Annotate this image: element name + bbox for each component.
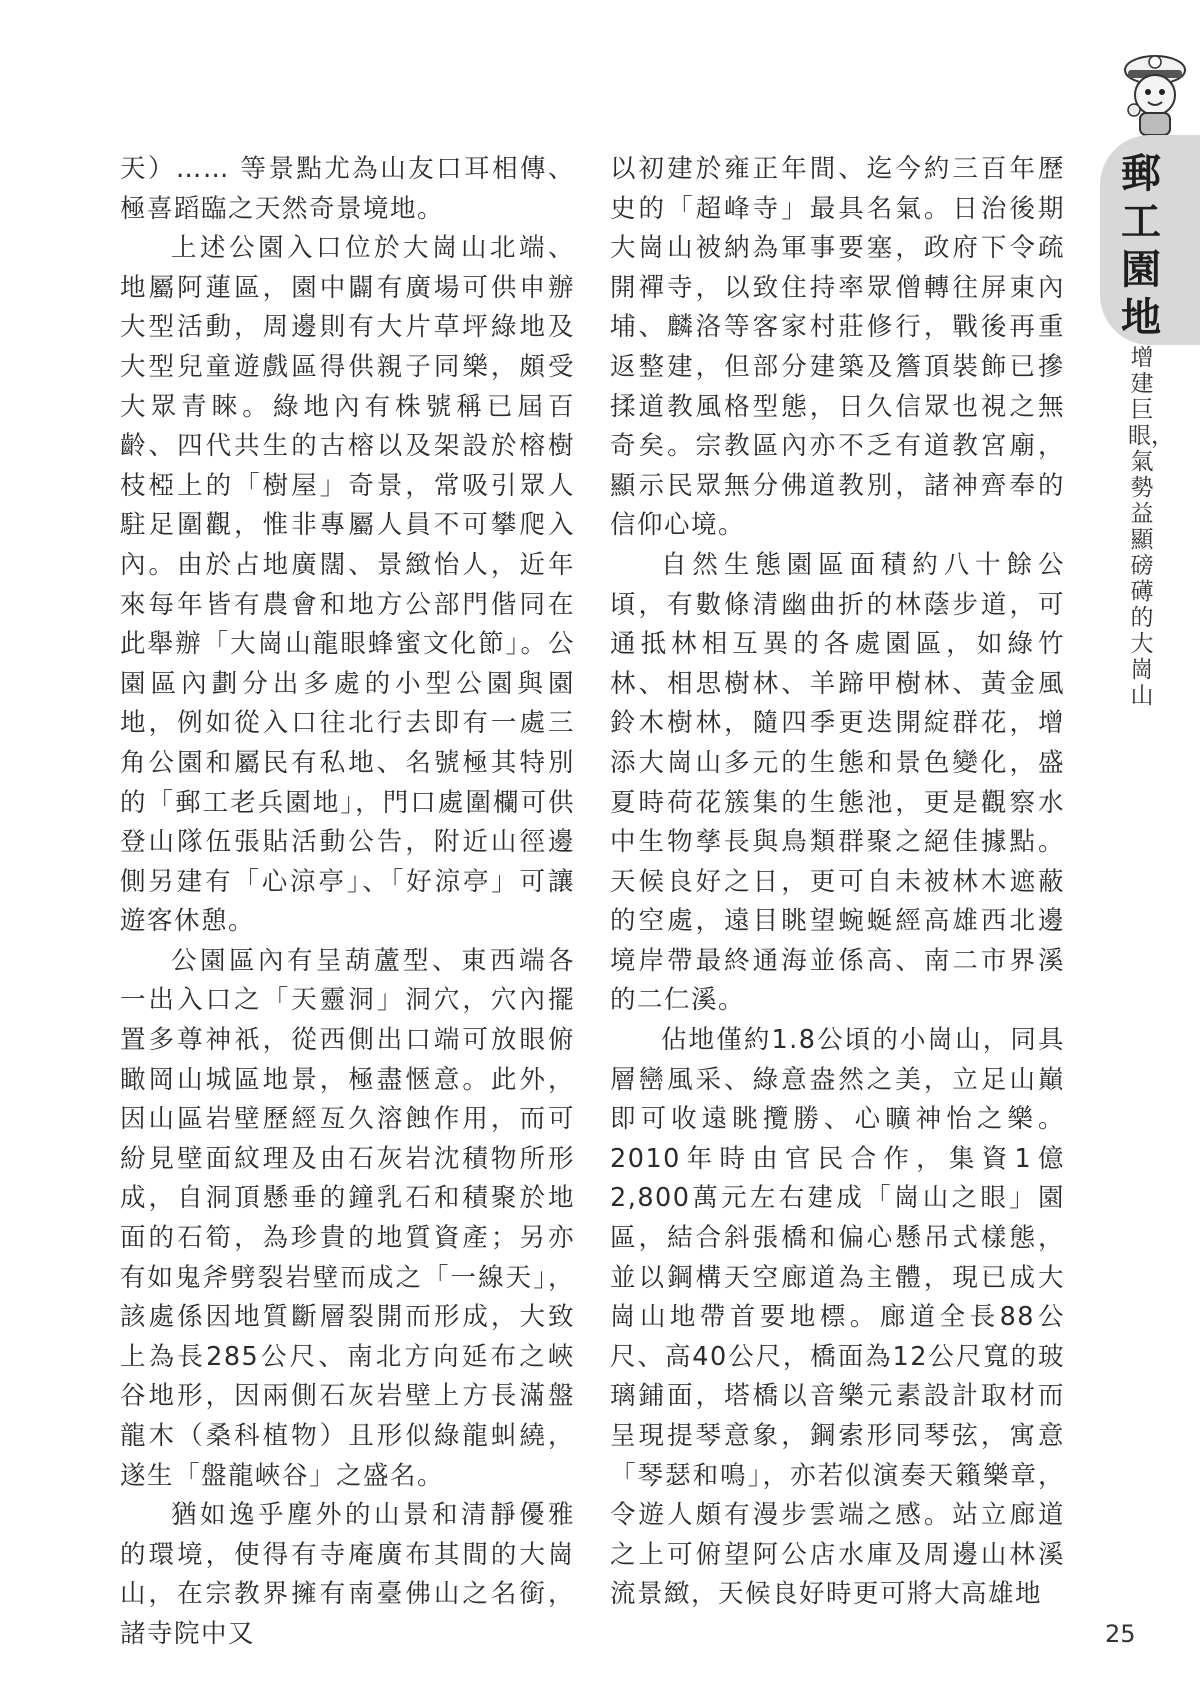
left-text-column bbox=[120, 150, 575, 1655]
paragraph: 猶如逸乎塵外的山景和清靜優雅的環境，使得有寺庵廣布其間的大崗山，在宗教界擁有南臺佛山之名銜，諸寺院中又 bbox=[120, 1500, 575, 1649]
paragraph: 佔地僅約1.8公頃的小崗山，同具層巒風采、綠意盎然之美，立足山巔即可收遠眺攬勝、心曠神怡之樂。2010年時由官民合作，集資1億2,800萬元左右建成「崗山之眼」園區，結合斜張橋和偏心懸吊式樣態，並以鋼構天空廊道為主體，現已成大崗山地帶首要地標。廊道全長88公尺、高40公尺，橋面為12公尺寬的玻璃鋪面，塔橋以音樂元素設計取材而呈現提琴意象，鋼索形同琴弦，寓意「琴瑟和鳴」，亦若似演奏天籟樂章，令遊人頗有漫步雲端之感。站立廊道之上可俯望阿公店水庫及周邊山林溪流景緻，天候良好時更可將大高雄地 bbox=[610, 1025, 1065, 1610]
article-subtitle: 增建巨眼，氣勢益顯磅礡的大崗山 bbox=[1128, 345, 1174, 709]
page-number: 25 bbox=[1105, 1620, 1136, 1648]
paragraph: 天）…… 等景點尤為山友口耳相傳、極喜蹈臨之天然奇景境地。 bbox=[120, 154, 575, 224]
postman-mascot-icon bbox=[1100, 40, 1200, 140]
paragraph: 上述公園入口位於大崗山北端、地屬阿蓮區，園中闢有廣場可供申辦大型活動，周邊則有大片草坪綠地及大型兒童遊戲區得供親子同樂，頗受大眾青睞。綠地內有株號稱已屆百齡、四代共生的古榕以及架設於榕樹枝椏上的「樹屋」奇景，常吸引眾人駐足圍觀，惟非專屬人員不可攀爬入內。由於占地廣闊、景緻怡人，近年來每年皆有農會和地方公部門偕同在此舉辦「大崗山龍眼蜂蜜文化節」。公園區內劃分出多處的小型公園與園地，例如從入口往北行去即有一處三角公園和屬民有私地、名號極其特別的「郵工老兵園地」，門口處圍欄可供登山隊伍張貼活動公告，附近山徑邊側另建有「心涼亭」、「好涼亭」可讓遊客休憩。 bbox=[120, 233, 575, 937]
paragraph: 以初建於雍正年間、迄今約三百年歷史的「超峰寺」最具名氣。日治後期大崗山被納為軍事要塞，政府下令疏開禪寺，以致住持率眾僧轉往屏東內埔、麟洛等客家村莊修行，戰後再重返整建，但部分建築及簷頂裝飾已摻揉道教風格型態，日久信眾也視之無奇矣。宗教區內亦不乏有道教宮廟，顯示民眾無分佛道教別，諸神齊奉的信仰心境。 bbox=[610, 154, 1065, 541]
paragraph: 自然生態園區面積約八十餘公頃，有數條清幽曲折的林蔭步道，可通抵林相互異的各處園區，如綠竹林、相思樹林、羊蹄甲樹林、黃金風鈴木樹林，隨四季更迭開綻群花，增添大崗山多元的生態和景色變化，盛夏時荷花簇集的生態池，更是觀察水中生物孳長與鳥類群聚之絕佳據點。天候良好之日，更可自未被林木遮蔽的空處，遠目眺望蜿蜒經高雄西北邊境岸帶最終通海並係高、南二市界溪的二仁溪。 bbox=[610, 549, 1065, 1016]
section-title: 郵工園地 bbox=[1121, 150, 1161, 341]
right-text-column bbox=[610, 150, 1065, 1615]
paragraph: 公園區內有呈葫蘆型、東西端各一出入口之「天靈洞」洞穴，穴內擺置多尊神祇，從西側出口端可放眼俯瞰岡山城區地景，極盡愜意。此外，因山區岩壁歷經亙久溶蝕作用，而可紛見壁面紋理及由石灰岩沈積物所形成，自洞頂懸垂的鐘乳石和積聚於地面的石筍，為珍貴的地質資產；另亦有如鬼斧劈裂岩壁而成之「一線天」，該處係因地質斷層裂開而形成，大致上為長285公尺、南北方向延布之峽谷地形，因兩側石灰岩壁上方長滿盤龍木（桑科植物）且形似綠龍虯繞，遂生「盤龍峽谷」之盛名。 bbox=[120, 945, 575, 1491]
